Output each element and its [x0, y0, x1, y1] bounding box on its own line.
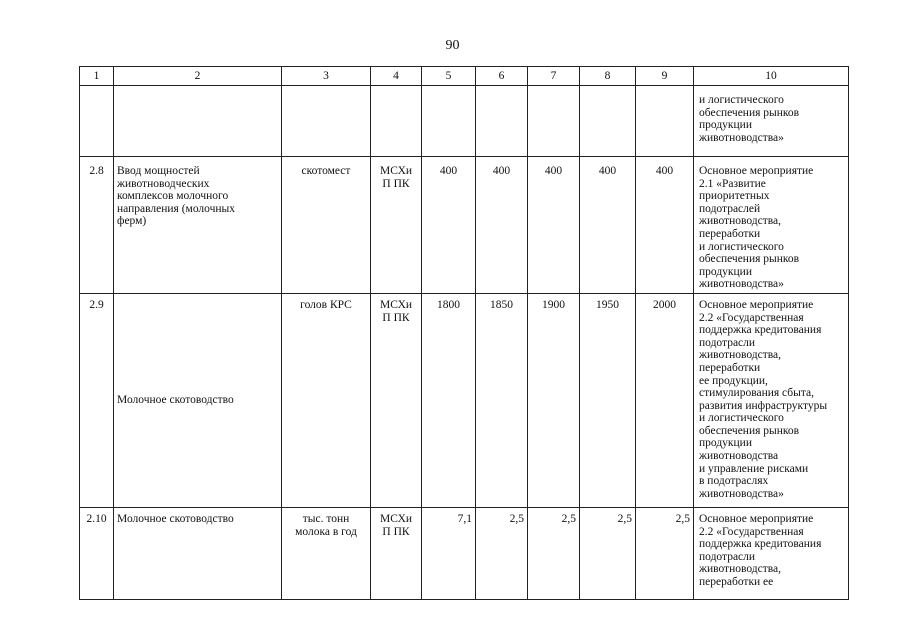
- value-cell: [422, 86, 476, 157]
- activity-note: Основное мероприятие 2.2 «Государственная поддержка кредитования подотрасли животноводства, переработки ее продукции, стимулирования сбыта, развития инфраструктуры и логистического обеспечения рынков продукции животноводства и управление рисками в подотраслях животноводства»: [694, 293, 849, 507]
- value-cell: 2,5: [528, 507, 580, 599]
- value-cell: 400: [528, 157, 580, 294]
- header-cell: 1: [80, 67, 114, 86]
- responsible-cell: МСХи П ПК: [371, 293, 422, 507]
- value-cell: [528, 86, 580, 157]
- value-cell: 2,5: [476, 507, 528, 599]
- value-cell: [636, 86, 694, 157]
- header-cell: 8: [580, 67, 636, 86]
- value-cell: 1900: [528, 293, 580, 507]
- header-cell: 6: [476, 67, 528, 86]
- table-row: [80, 507, 849, 599]
- row-number: 2.8: [80, 157, 114, 294]
- header-cell: 7: [528, 67, 580, 86]
- value-cell: [476, 86, 528, 157]
- header-cell: 9: [636, 67, 694, 86]
- value-cell: 2,5: [580, 507, 636, 599]
- unit-cell: [282, 86, 371, 157]
- activity-note: Основное мероприятие 2.2 «Государственная поддержка кредитования подотрасли животноводства, переработки ее: [694, 507, 849, 599]
- activity-note: и логистического обеспечения рынков продукции животноводства»: [694, 86, 849, 157]
- table-row: [80, 86, 849, 157]
- indicator-name: Молочное скотоводство: [114, 293, 282, 507]
- header-cell: 5: [422, 67, 476, 86]
- responsible-cell: [371, 86, 422, 157]
- unit-cell: голов КРС: [282, 293, 371, 507]
- table-row: [80, 293, 849, 507]
- responsible-cell: МСХи П ПК: [371, 507, 422, 599]
- value-cell: 1800: [422, 293, 476, 507]
- activity-note: Основное мероприятие 2.1 «Развитие приоритетных подотраслей животноводства, переработки и логистического обеспечения рынков продукции животноводства»: [694, 157, 849, 294]
- row-number: 2.9: [80, 293, 114, 507]
- header-cell: 3: [282, 67, 371, 86]
- header-row: [80, 67, 849, 86]
- value-cell: 7,1: [422, 507, 476, 599]
- row-number: [80, 86, 114, 157]
- indicator-name: [114, 86, 282, 157]
- responsible-cell: МСХи П ПК: [371, 157, 422, 294]
- indicator-name: Молочное скотоводство: [114, 507, 282, 599]
- value-cell: [580, 86, 636, 157]
- value-cell: 1950: [580, 293, 636, 507]
- value-cell: 400: [422, 157, 476, 294]
- indicators-table: [79, 66, 849, 600]
- table-row: [80, 157, 849, 294]
- value-cell: 400: [580, 157, 636, 294]
- unit-cell: скотомест: [282, 157, 371, 294]
- page-number: 90: [445, 38, 460, 53]
- header-cell: 2: [114, 67, 282, 86]
- value-cell: 2,5: [636, 507, 694, 599]
- header-cell: 4: [371, 67, 422, 86]
- header-cell: 10: [694, 67, 849, 86]
- unit-cell: тыс. тонн молока в год: [282, 507, 371, 599]
- value-cell: 400: [476, 157, 528, 294]
- indicator-name: Ввод мощностей животноводческих комплексов молочного направления (молочных ферм): [114, 157, 282, 294]
- row-number: 2.10: [80, 507, 114, 599]
- value-cell: 400: [636, 157, 694, 294]
- value-cell: 1850: [476, 293, 528, 507]
- value-cell: 2000: [636, 293, 694, 507]
